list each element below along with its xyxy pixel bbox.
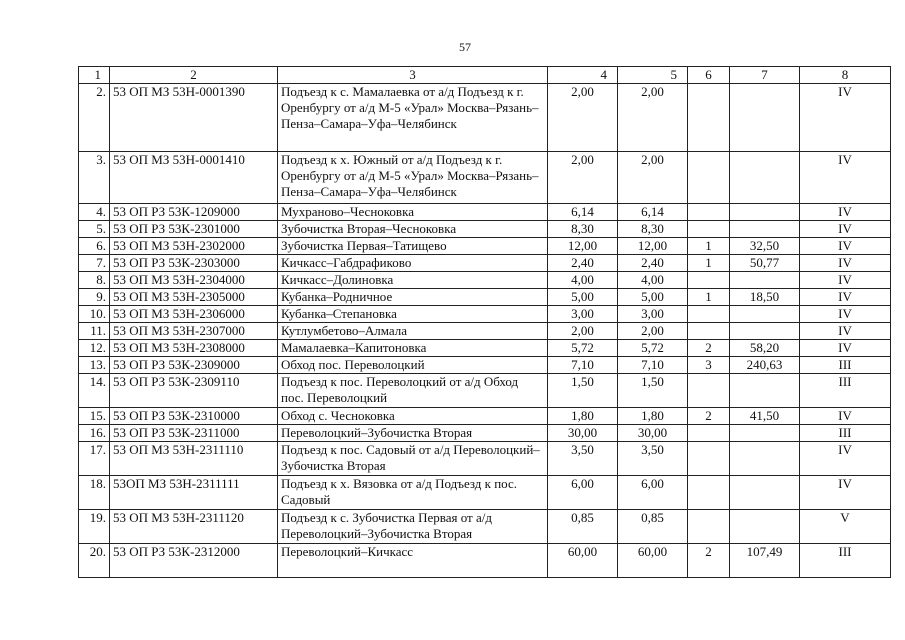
road-name: Кубанка–Родничное	[278, 289, 548, 306]
road-name: Обход с. Чесноковка	[278, 408, 548, 425]
road-category: IV	[800, 238, 891, 255]
bridge-length: 58,20	[730, 340, 800, 357]
table-row	[79, 221, 891, 238]
bridge-count	[688, 272, 730, 289]
road-code: 53 ОП МЗ 53Н-2305000	[110, 289, 278, 306]
bridge-count: 1	[688, 289, 730, 306]
bridge-length: 50,77	[730, 255, 800, 272]
road-name: Мухраново–Чесноковка	[278, 204, 548, 221]
road-code: 53 ОП МЗ 53Н-2311120	[110, 510, 278, 544]
bridge-length	[730, 84, 800, 152]
column-header: 5	[618, 67, 688, 84]
road-category: IV	[800, 84, 891, 152]
road-name: Кичкасс–Долиновка	[278, 272, 548, 289]
table-row	[79, 84, 891, 152]
bridge-count	[688, 374, 730, 408]
table-row	[79, 204, 891, 221]
column-header: 4	[548, 67, 618, 84]
length-section: 3,00	[618, 306, 688, 323]
length-total: 8,30	[548, 221, 618, 238]
length-total: 0,85	[548, 510, 618, 544]
column-header: 2	[110, 67, 278, 84]
road-code: 53ОП МЗ 53Н-2311111	[110, 476, 278, 510]
road-category: IV	[800, 221, 891, 238]
road-name: Кубанка–Степановка	[278, 306, 548, 323]
length-section: 6,14	[618, 204, 688, 221]
road-category: IV	[800, 408, 891, 425]
length-section: 8,30	[618, 221, 688, 238]
row-number: 13.	[79, 357, 110, 374]
bridge-count	[688, 221, 730, 238]
bridge-length	[730, 221, 800, 238]
table-body	[79, 84, 891, 578]
road-code: 53 ОП РЗ 53К-2310000	[110, 408, 278, 425]
length-section: 12,00	[618, 238, 688, 255]
bridge-count	[688, 323, 730, 340]
road-name: Подъезд к х. Южный от а/д Подъезд к г. Оренбургу от а/д М-5 «Урал» Москва–Рязань–Пенза–Самара–Уфа–Челябинск	[278, 152, 548, 204]
length-section: 7,10	[618, 357, 688, 374]
bridge-length: 41,50	[730, 408, 800, 425]
table-row	[79, 306, 891, 323]
bridge-count	[688, 425, 730, 442]
table-row	[79, 152, 891, 204]
length-total: 2,00	[548, 323, 618, 340]
length-total: 60,00	[548, 544, 618, 578]
roads-table	[78, 66, 891, 578]
bridge-length	[730, 442, 800, 476]
road-category: III	[800, 357, 891, 374]
road-name: Кутлумбетово–Алмала	[278, 323, 548, 340]
road-category: IV	[800, 442, 891, 476]
road-code: 53 ОП РЗ 53К-2303000	[110, 255, 278, 272]
row-number: 10.	[79, 306, 110, 323]
road-category: IV	[800, 152, 891, 204]
length-section: 4,00	[618, 272, 688, 289]
road-name: Зубочистка Вторая–Чесноковка	[278, 221, 548, 238]
length-total: 6,00	[548, 476, 618, 510]
bridge-count: 1	[688, 255, 730, 272]
bridge-length	[730, 374, 800, 408]
road-name: Переволоцкий–Кичкасс	[278, 544, 548, 578]
bridge-length: 107,49	[730, 544, 800, 578]
bridge-count	[688, 84, 730, 152]
length-section: 3,50	[618, 442, 688, 476]
row-number: 14.	[79, 374, 110, 408]
length-total: 3,00	[548, 306, 618, 323]
bridge-count	[688, 152, 730, 204]
length-total: 6,14	[548, 204, 618, 221]
road-category: IV	[800, 204, 891, 221]
road-name: Обход пос. Переволоцкий	[278, 357, 548, 374]
row-number: 2.	[79, 84, 110, 152]
length-section: 1,80	[618, 408, 688, 425]
road-category: IV	[800, 476, 891, 510]
road-code: 53 ОП МЗ 53Н-0001410	[110, 152, 278, 204]
road-category: IV	[800, 272, 891, 289]
table-row	[79, 340, 891, 357]
road-category: III	[800, 374, 891, 408]
length-total: 5,00	[548, 289, 618, 306]
road-category: IV	[800, 306, 891, 323]
road-code: 53 ОП РЗ 53К-2301000	[110, 221, 278, 238]
row-number: 16.	[79, 425, 110, 442]
length-total: 2,40	[548, 255, 618, 272]
length-section: 0,85	[618, 510, 688, 544]
table-row	[79, 238, 891, 255]
bridge-count: 3	[688, 357, 730, 374]
length-total: 2,00	[548, 84, 618, 152]
road-name: Переволоцкий–Зубочистка Вторая	[278, 425, 548, 442]
road-code: 53 ОП РЗ 53К-2309000	[110, 357, 278, 374]
table-row	[79, 289, 891, 306]
row-number: 4.	[79, 204, 110, 221]
row-number: 6.	[79, 238, 110, 255]
bridge-count	[688, 510, 730, 544]
length-total: 1,80	[548, 408, 618, 425]
row-number: 7.	[79, 255, 110, 272]
column-header: 8	[800, 67, 891, 84]
bridge-length: 18,50	[730, 289, 800, 306]
bridge-count	[688, 204, 730, 221]
bridge-length	[730, 204, 800, 221]
road-name: Мамалаевка–Капитоновка	[278, 340, 548, 357]
length-total: 30,00	[548, 425, 618, 442]
length-section: 2,00	[618, 323, 688, 340]
length-section: 2,00	[618, 84, 688, 152]
road-code: 53 ОП МЗ 53Н-2304000	[110, 272, 278, 289]
row-number: 11.	[79, 323, 110, 340]
road-name: Зубочистка Первая–Татищево	[278, 238, 548, 255]
road-code: 53 ОП МЗ 53Н-2308000	[110, 340, 278, 357]
bridge-length	[730, 425, 800, 442]
road-code: 53 ОП МЗ 53Н-2307000	[110, 323, 278, 340]
road-name: Кичкасс–Габдрафиково	[278, 255, 548, 272]
bridge-length	[730, 323, 800, 340]
table-row	[79, 442, 891, 476]
row-number: 18.	[79, 476, 110, 510]
row-number: 3.	[79, 152, 110, 204]
table-row	[79, 272, 891, 289]
road-category: IV	[800, 255, 891, 272]
table-row	[79, 323, 891, 340]
bridge-length	[730, 272, 800, 289]
table-row	[79, 510, 891, 544]
road-code: 53 ОП МЗ 53Н-2302000	[110, 238, 278, 255]
length-section: 2,00	[618, 152, 688, 204]
column-header: 1	[79, 67, 110, 84]
header-row	[79, 67, 891, 84]
bridge-length	[730, 152, 800, 204]
table-row	[79, 374, 891, 408]
row-number: 17.	[79, 442, 110, 476]
road-category: IV	[800, 323, 891, 340]
bridge-count	[688, 442, 730, 476]
table-row	[79, 255, 891, 272]
row-number: 20.	[79, 544, 110, 578]
row-number: 5.	[79, 221, 110, 238]
row-number: 9.	[79, 289, 110, 306]
bridge-count: 2	[688, 408, 730, 425]
column-header: 7	[730, 67, 800, 84]
road-name: Подъезд к пос. Переволоцкий от а/д Обход пос. Переволоцкий	[278, 374, 548, 408]
length-total: 4,00	[548, 272, 618, 289]
row-number: 12.	[79, 340, 110, 357]
length-total: 3,50	[548, 442, 618, 476]
bridge-count: 2	[688, 340, 730, 357]
bridge-length	[730, 306, 800, 323]
length-total: 1,50	[548, 374, 618, 408]
table-row	[79, 408, 891, 425]
bridge-length: 240,63	[730, 357, 800, 374]
bridge-length: 32,50	[730, 238, 800, 255]
road-code: 53 ОП РЗ 53К-1209000	[110, 204, 278, 221]
road-code: 53 ОП МЗ 53Н-0001390	[110, 84, 278, 152]
length-total: 5,72	[548, 340, 618, 357]
length-section: 30,00	[618, 425, 688, 442]
table-row	[79, 357, 891, 374]
road-code: 53 ОП МЗ 53Н-2306000	[110, 306, 278, 323]
row-number: 15.	[79, 408, 110, 425]
road-category: III	[800, 425, 891, 442]
length-total: 2,00	[548, 152, 618, 204]
length-section: 6,00	[618, 476, 688, 510]
table-row	[79, 425, 891, 442]
length-section: 2,40	[618, 255, 688, 272]
road-code: 53 ОП РЗ 53К-2309110	[110, 374, 278, 408]
table-row	[79, 476, 891, 510]
column-header: 3	[278, 67, 548, 84]
row-number: 19.	[79, 510, 110, 544]
road-name: Подъезд к х. Вязовка от а/д Подъезд к пос. Садовый	[278, 476, 548, 510]
road-category: IV	[800, 340, 891, 357]
table-row	[79, 544, 891, 578]
bridge-count	[688, 476, 730, 510]
length-section: 1,50	[618, 374, 688, 408]
road-category: IV	[800, 289, 891, 306]
row-number: 8.	[79, 272, 110, 289]
bridge-count	[688, 306, 730, 323]
page-number: 57	[459, 40, 471, 54]
length-section: 5,72	[618, 340, 688, 357]
road-code: 53 ОП МЗ 53Н-2311110	[110, 442, 278, 476]
bridge-length	[730, 510, 800, 544]
length-section: 5,00	[618, 289, 688, 306]
road-code: 53 ОП РЗ 53К-2312000	[110, 544, 278, 578]
road-name: Подъезд к с. Зубочистка Первая от а/д Переволоцкий–Зубочистка Вторая	[278, 510, 548, 544]
road-code: 53 ОП РЗ 53К-2311000	[110, 425, 278, 442]
bridge-count: 1	[688, 238, 730, 255]
road-category: V	[800, 510, 891, 544]
length-total: 7,10	[548, 357, 618, 374]
bridge-count: 2	[688, 544, 730, 578]
column-header: 6	[688, 67, 730, 84]
length-total: 12,00	[548, 238, 618, 255]
road-name: Подъезд к пос. Садовый от а/д Переволоцкий–Зубочистка Вторая	[278, 442, 548, 476]
road-name: Подъезд к с. Мамалаевка от а/д Подъезд к г. Оренбургу от а/д М-5 «Урал» Москва–Рязань–Пенза–Самара–Уфа–Челябинск	[278, 84, 548, 152]
length-section: 60,00	[618, 544, 688, 578]
bridge-length	[730, 476, 800, 510]
road-category: III	[800, 544, 891, 578]
